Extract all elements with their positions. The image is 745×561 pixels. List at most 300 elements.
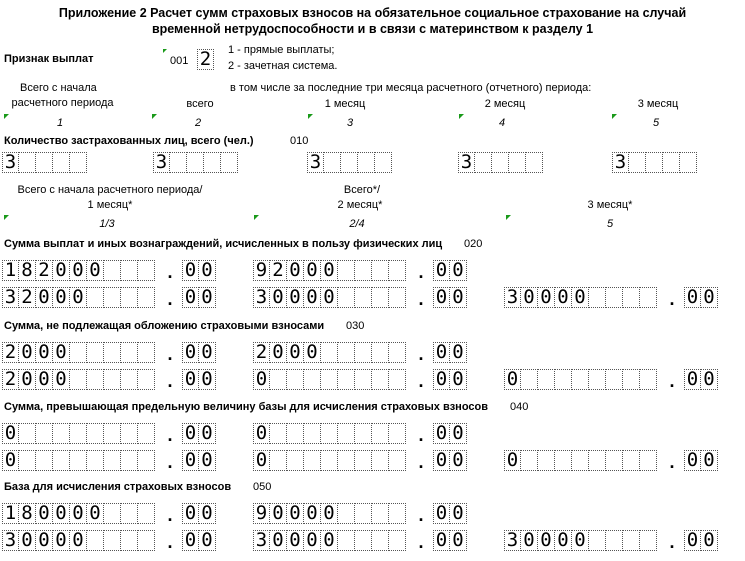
digit-cell[interactable]: 0 xyxy=(287,530,304,551)
amount-decimal-input[interactable] xyxy=(182,450,216,471)
digit-cell[interactable]: 0 xyxy=(2,423,19,444)
digit-cell[interactable] xyxy=(304,423,321,444)
digit-cell[interactable]: 0 xyxy=(182,342,199,363)
digit-cell[interactable] xyxy=(623,530,640,551)
digit-cell[interactable]: 3 xyxy=(458,152,475,173)
digit-cell[interactable]: 0 xyxy=(70,503,87,524)
digit-cell[interactable] xyxy=(70,152,87,173)
digit-cell[interactable]: 0 xyxy=(538,530,555,551)
digit-cell[interactable] xyxy=(372,423,389,444)
digit-cell[interactable] xyxy=(121,450,138,471)
digit-cell[interactable] xyxy=(104,530,121,551)
digit-cell[interactable]: 0 xyxy=(253,369,270,390)
digit-cell[interactable] xyxy=(138,369,155,390)
digit-cell[interactable]: 0 xyxy=(684,369,701,390)
digit-cell[interactable] xyxy=(104,503,121,524)
digit-cell[interactable]: 0 xyxy=(304,530,321,551)
digit-cell[interactable] xyxy=(640,287,657,308)
amount-decimal-input[interactable] xyxy=(684,287,718,308)
digit-cell[interactable] xyxy=(70,423,87,444)
digit-cell[interactable]: 0 xyxy=(270,342,287,363)
digit-cell[interactable] xyxy=(121,342,138,363)
digit-cell[interactable] xyxy=(36,423,53,444)
digit-cell[interactable] xyxy=(372,260,389,281)
digit-cell[interactable] xyxy=(87,342,104,363)
digit-cell[interactable] xyxy=(538,369,555,390)
digit-cell[interactable]: 0 xyxy=(433,503,450,524)
digit-cell[interactable]: 0 xyxy=(433,342,450,363)
digit-cell[interactable] xyxy=(70,342,87,363)
digit-cell[interactable] xyxy=(555,450,572,471)
digit-cell[interactable]: 0 xyxy=(36,530,53,551)
digit-cell[interactable] xyxy=(138,342,155,363)
amount-integer-input[interactable] xyxy=(253,342,406,363)
amount-decimal-input[interactable] xyxy=(433,260,467,281)
amount-integer-input[interactable] xyxy=(504,369,657,390)
digit-cell[interactable]: 0 xyxy=(433,369,450,390)
digit-cell[interactable]: 0 xyxy=(450,369,467,390)
digit-cell[interactable] xyxy=(321,450,338,471)
digit-cell[interactable] xyxy=(338,503,355,524)
digit-cell[interactable] xyxy=(521,369,538,390)
header-month-3: 3 месяц xyxy=(637,98,679,110)
digit-cell[interactable]: 1 xyxy=(2,503,19,524)
digit-cell[interactable]: 0 xyxy=(701,450,718,471)
amount-integer-input[interactable] xyxy=(2,287,155,308)
digit-cell[interactable]: 2 xyxy=(270,260,287,281)
digit-cell[interactable] xyxy=(372,342,389,363)
digit-cell[interactable]: 0 xyxy=(36,503,53,524)
digit-cell[interactable] xyxy=(104,342,121,363)
digit-cell[interactable]: 0 xyxy=(270,503,287,524)
digit-cell[interactable] xyxy=(121,260,138,281)
digit-cell[interactable] xyxy=(389,423,406,444)
digit-cell[interactable] xyxy=(138,503,155,524)
digit-cell[interactable] xyxy=(338,287,355,308)
digit-cell[interactable] xyxy=(492,152,509,173)
digit-cell[interactable]: 0 xyxy=(433,260,450,281)
payment-sign-label: Признак выплат xyxy=(4,53,94,65)
digit-cell[interactable] xyxy=(121,423,138,444)
digit-cell[interactable] xyxy=(170,152,187,173)
digit-cell[interactable] xyxy=(355,342,372,363)
digit-cell[interactable]: 0 xyxy=(521,287,538,308)
digit-cell[interactable] xyxy=(475,152,492,173)
digit-cell[interactable] xyxy=(104,369,121,390)
digit-cell[interactable]: 0 xyxy=(182,423,199,444)
digit-cell[interactable]: 2 xyxy=(2,342,19,363)
amount-decimal-input[interactable] xyxy=(433,423,467,444)
digit-cell[interactable] xyxy=(538,450,555,471)
digit-cell[interactable] xyxy=(138,530,155,551)
digit-cell[interactable] xyxy=(121,369,138,390)
digit-cell[interactable] xyxy=(372,369,389,390)
digit-cell[interactable] xyxy=(589,450,606,471)
digit-cell[interactable] xyxy=(646,152,663,173)
digit-cell[interactable] xyxy=(589,530,606,551)
digit-cell[interactable] xyxy=(304,369,321,390)
digit-cell[interactable] xyxy=(372,450,389,471)
amount-integer-input[interactable] xyxy=(253,450,406,471)
amount-integer-input[interactable] xyxy=(2,260,155,281)
amount-integer-input[interactable] xyxy=(253,260,406,281)
insured-count-input-col4[interactable] xyxy=(458,152,543,173)
digit-cell[interactable]: 0 xyxy=(253,450,270,471)
digit-cell[interactable]: 0 xyxy=(53,260,70,281)
digit-cell[interactable]: 0 xyxy=(321,260,338,281)
amount-decimal-input[interactable] xyxy=(182,342,216,363)
digit-cell[interactable] xyxy=(640,369,657,390)
digit-cell[interactable] xyxy=(87,369,104,390)
digit-cell[interactable]: 0 xyxy=(19,369,36,390)
digit-cell[interactable]: 0 xyxy=(36,369,53,390)
amount-decimal-input[interactable] xyxy=(182,287,216,308)
amount-decimal-input[interactable] xyxy=(182,260,216,281)
amount-decimal-input[interactable] xyxy=(684,369,718,390)
digit-cell[interactable] xyxy=(623,287,640,308)
insured-count-input-col1[interactable] xyxy=(2,152,87,173)
digit-cell[interactable]: 0 xyxy=(701,369,718,390)
digit-cell[interactable] xyxy=(338,260,355,281)
digit-cell[interactable] xyxy=(355,450,372,471)
digit-cell[interactable] xyxy=(640,450,657,471)
digit-cell[interactable] xyxy=(372,503,389,524)
digit-cell[interactable]: 0 xyxy=(701,287,718,308)
digit-cell[interactable] xyxy=(19,423,36,444)
digit-cell[interactable] xyxy=(87,287,104,308)
amount-integer-input[interactable] xyxy=(2,423,155,444)
digit-cell[interactable] xyxy=(338,423,355,444)
digit-cell[interactable] xyxy=(555,369,572,390)
decimal-separator: . xyxy=(167,371,173,391)
digit-cell[interactable]: 0 xyxy=(199,287,216,308)
digit-cell[interactable]: 9 xyxy=(253,503,270,524)
digit-cell[interactable] xyxy=(321,423,338,444)
amount-decimal-input[interactable] xyxy=(433,503,467,524)
digit-cell[interactable] xyxy=(204,152,221,173)
digit-cell[interactable]: 0 xyxy=(555,530,572,551)
insured-count-input-col2[interactable] xyxy=(153,152,238,173)
section-code: 040 xyxy=(510,401,529,413)
digit-cell[interactable]: 0 xyxy=(287,342,304,363)
digit-cell[interactable] xyxy=(19,450,36,471)
digit-cell[interactable] xyxy=(355,287,372,308)
digit-cell[interactable]: 0 xyxy=(433,530,450,551)
digit-cell[interactable] xyxy=(324,152,341,173)
digit-cell[interactable] xyxy=(606,450,623,471)
digit-cell[interactable] xyxy=(389,342,406,363)
digit-cell[interactable] xyxy=(138,423,155,444)
digit-cell[interactable] xyxy=(87,423,104,444)
digit-cell[interactable] xyxy=(389,287,406,308)
amount-integer-input[interactable] xyxy=(504,450,657,471)
digit-cell[interactable] xyxy=(70,369,87,390)
amount-integer-input[interactable] xyxy=(2,503,155,524)
digit-cell[interactable]: 0 xyxy=(304,287,321,308)
digit-cell[interactable]: 0 xyxy=(572,287,589,308)
digit-cell[interactable]: 0 xyxy=(684,287,701,308)
digit-cell[interactable] xyxy=(270,450,287,471)
digit-cell[interactable]: 3 xyxy=(504,530,521,551)
digit-cell[interactable]: 0 xyxy=(199,342,216,363)
digit-cell[interactable]: 0 xyxy=(53,342,70,363)
digit-cell[interactable] xyxy=(338,342,355,363)
digit-cell[interactable] xyxy=(355,530,372,551)
digit-cell[interactable]: 0 xyxy=(182,260,199,281)
digit-cell[interactable] xyxy=(663,152,680,173)
digit-cell[interactable]: 0 xyxy=(19,342,36,363)
digit-cell[interactable] xyxy=(53,450,70,471)
digit-cell[interactable]: 0 xyxy=(19,530,36,551)
digit-cell[interactable]: 0 xyxy=(270,530,287,551)
amount-integer-input[interactable] xyxy=(253,423,406,444)
amount-integer-input[interactable] xyxy=(253,503,406,524)
amount-integer-input[interactable] xyxy=(253,369,406,390)
digit-cell[interactable]: 0 xyxy=(253,423,270,444)
digit-cell[interactable]: 9 xyxy=(253,260,270,281)
amount-integer-input[interactable] xyxy=(2,530,155,551)
digit-cell[interactable]: 0 xyxy=(538,287,555,308)
amount-decimal-input[interactable] xyxy=(433,287,467,308)
digit-cell[interactable] xyxy=(321,342,338,363)
digit-cell[interactable] xyxy=(341,152,358,173)
digit-cell[interactable]: 3 xyxy=(307,152,324,173)
digit-cell[interactable]: 0 xyxy=(684,530,701,551)
digit-cell[interactable] xyxy=(623,450,640,471)
digit-cell[interactable]: 0 xyxy=(450,423,467,444)
digit-cell[interactable] xyxy=(355,260,372,281)
payment-sign-digit[interactable]: 2 xyxy=(197,49,214,70)
decimal-separator: . xyxy=(167,425,173,445)
digit-cell[interactable]: 0 xyxy=(304,342,321,363)
digit-cell[interactable]: 0 xyxy=(287,287,304,308)
digit-cell[interactable] xyxy=(372,287,389,308)
digit-cell[interactable]: 0 xyxy=(304,503,321,524)
digit-cell[interactable] xyxy=(36,152,53,173)
digit-cell[interactable]: 0 xyxy=(321,287,338,308)
digit-cell[interactable] xyxy=(572,369,589,390)
digit-cell[interactable]: 0 xyxy=(199,423,216,444)
digit-cell[interactable] xyxy=(104,450,121,471)
digit-cell[interactable]: 0 xyxy=(199,369,216,390)
digit-cell[interactable]: 0 xyxy=(450,450,467,471)
digit-cell[interactable] xyxy=(70,450,87,471)
digit-cell[interactable]: 3 xyxy=(504,287,521,308)
digit-cell[interactable] xyxy=(104,260,121,281)
digit-cell[interactable]: 0 xyxy=(199,503,216,524)
digit-cell[interactable] xyxy=(121,530,138,551)
amount-decimal-input[interactable] xyxy=(684,530,718,551)
amount-decimal-input[interactable] xyxy=(182,530,216,551)
digit-cell[interactable] xyxy=(589,369,606,390)
insured-count-input-col5[interactable] xyxy=(612,152,697,173)
digit-cell[interactable] xyxy=(19,152,36,173)
digit-cell[interactable]: 3 xyxy=(253,530,270,551)
digit-cell[interactable] xyxy=(623,369,640,390)
amount-integer-input[interactable] xyxy=(253,530,406,551)
digit-cell[interactable] xyxy=(321,369,338,390)
digit-cell[interactable] xyxy=(287,369,304,390)
digit-cell[interactable]: 0 xyxy=(450,342,467,363)
decimal-separator: . xyxy=(418,505,424,525)
digit-cell[interactable]: 0 xyxy=(199,450,216,471)
digit-cell[interactable] xyxy=(138,287,155,308)
digit-cell[interactable]: 0 xyxy=(684,450,701,471)
digit-cell[interactable] xyxy=(355,503,372,524)
digit-cell[interactable]: 3 xyxy=(153,152,170,173)
amount-decimal-input[interactable] xyxy=(182,369,216,390)
digit-cell[interactable]: 0 xyxy=(182,450,199,471)
amount-decimal-input[interactable] xyxy=(433,450,467,471)
digit-cell[interactable] xyxy=(355,423,372,444)
digit-cell[interactable]: 0 xyxy=(70,530,87,551)
digit-cell[interactable] xyxy=(304,450,321,471)
digit-cell[interactable] xyxy=(389,503,406,524)
digit-cell[interactable]: 0 xyxy=(53,503,70,524)
digit-cell[interactable]: 1 xyxy=(2,260,19,281)
digit-cell[interactable]: 2 xyxy=(19,287,36,308)
amount-integer-input[interactable] xyxy=(504,287,657,308)
digit-cell[interactable] xyxy=(372,530,389,551)
amount-decimal-input[interactable] xyxy=(684,450,718,471)
digit-cell[interactable] xyxy=(270,423,287,444)
digit-cell[interactable]: 0 xyxy=(53,369,70,390)
digit-cell[interactable] xyxy=(187,152,204,173)
digit-cell[interactable] xyxy=(589,287,606,308)
digit-cell[interactable] xyxy=(138,260,155,281)
digit-cell[interactable] xyxy=(509,152,526,173)
digit-cell[interactable]: 0 xyxy=(70,260,87,281)
digit-cell[interactable]: 0 xyxy=(572,530,589,551)
digit-cell[interactable] xyxy=(338,530,355,551)
digit-cell[interactable]: 0 xyxy=(2,450,19,471)
digit-cell[interactable]: 0 xyxy=(270,287,287,308)
digit-cell[interactable] xyxy=(355,369,372,390)
digit-cell[interactable] xyxy=(104,423,121,444)
digit-cell[interactable] xyxy=(526,152,543,173)
digit-cell[interactable]: 2 xyxy=(36,260,53,281)
digit-cell[interactable] xyxy=(53,423,70,444)
digit-cell[interactable]: 0 xyxy=(182,503,199,524)
digit-cell[interactable]: 0 xyxy=(87,503,104,524)
digit-cell[interactable] xyxy=(389,450,406,471)
digit-cell[interactable]: 0 xyxy=(504,369,521,390)
digit-cell[interactable] xyxy=(521,450,538,471)
digit-cell[interactable] xyxy=(389,369,406,390)
digit-cell[interactable] xyxy=(104,287,121,308)
digit-cell[interactable]: 0 xyxy=(321,503,338,524)
digit-cell[interactable] xyxy=(606,287,623,308)
digit-cell[interactable]: 2 xyxy=(253,342,270,363)
digit-cell[interactable]: 0 xyxy=(450,503,467,524)
digit-cell[interactable] xyxy=(338,369,355,390)
payment-sign-input[interactable] xyxy=(197,49,214,70)
digit-cell[interactable] xyxy=(389,260,406,281)
amount-integer-input[interactable] xyxy=(504,530,657,551)
payment-sign-code: 001 xyxy=(170,55,189,67)
digit-cell[interactable] xyxy=(287,450,304,471)
insured-count-input-col3[interactable] xyxy=(307,152,392,173)
amount-decimal-input[interactable] xyxy=(433,342,467,363)
digit-cell[interactable] xyxy=(87,530,104,551)
digit-cell[interactable]: 0 xyxy=(87,260,104,281)
digit-cell[interactable] xyxy=(270,369,287,390)
digit-cell[interactable] xyxy=(36,450,53,471)
amount-decimal-input[interactable] xyxy=(182,503,216,524)
amount-integer-input[interactable] xyxy=(253,287,406,308)
digit-cell[interactable]: 0 xyxy=(450,260,467,281)
digit-cell[interactable] xyxy=(629,152,646,173)
digit-cell[interactable] xyxy=(572,450,589,471)
amount-integer-input[interactable] xyxy=(2,342,155,363)
digit-cell[interactable]: 0 xyxy=(521,530,538,551)
digit-cell[interactable]: 0 xyxy=(53,287,70,308)
digit-cell[interactable]: 0 xyxy=(287,260,304,281)
digit-cell[interactable]: 0 xyxy=(555,287,572,308)
digit-cell[interactable]: 0 xyxy=(182,530,199,551)
digit-cell[interactable]: 0 xyxy=(182,369,199,390)
amount-decimal-input[interactable] xyxy=(433,369,467,390)
digit-cell[interactable] xyxy=(338,450,355,471)
digit-cell[interactable]: 3 xyxy=(253,287,270,308)
digit-cell[interactable]: 0 xyxy=(199,260,216,281)
digit-cell[interactable]: 0 xyxy=(182,287,199,308)
digit-cell[interactable] xyxy=(606,530,623,551)
digit-cell[interactable]: 0 xyxy=(304,260,321,281)
digit-cell[interactable] xyxy=(680,152,697,173)
digit-cell[interactable]: 0 xyxy=(36,342,53,363)
digit-cell[interactable] xyxy=(138,450,155,471)
digit-cell[interactable]: 0 xyxy=(433,423,450,444)
digit-cell[interactable]: 2 xyxy=(2,369,19,390)
digit-cell[interactable] xyxy=(606,369,623,390)
digit-cell[interactable]: 0 xyxy=(53,530,70,551)
digit-cell[interactable]: 0 xyxy=(433,450,450,471)
digit-cell[interactable] xyxy=(53,152,70,173)
decimal-separator: . xyxy=(418,452,424,472)
digit-cell[interactable]: 0 xyxy=(199,530,216,551)
digit-cell[interactable]: 3 xyxy=(612,152,629,173)
digit-cell[interactable]: 0 xyxy=(433,287,450,308)
digit-cell[interactable]: 0 xyxy=(287,503,304,524)
digit-cell[interactable]: 0 xyxy=(450,530,467,551)
digit-cell[interactable] xyxy=(221,152,238,173)
digit-cell[interactable] xyxy=(640,530,657,551)
digit-cell[interactable]: 3 xyxy=(2,530,19,551)
amount-decimal-input[interactable] xyxy=(433,530,467,551)
digit-cell[interactable]: 0 xyxy=(36,287,53,308)
digit-cell[interactable]: 3 xyxy=(2,152,19,173)
amount-decimal-input[interactable] xyxy=(182,423,216,444)
digit-cell[interactable] xyxy=(358,152,375,173)
digit-cell[interactable] xyxy=(121,287,138,308)
amount-integer-input[interactable] xyxy=(2,369,155,390)
digit-cell[interactable]: 8 xyxy=(19,503,36,524)
digit-cell[interactable] xyxy=(87,450,104,471)
digit-cell[interactable] xyxy=(287,423,304,444)
digit-cell[interactable]: 0 xyxy=(321,530,338,551)
digit-cell[interactable] xyxy=(121,503,138,524)
digit-cell[interactable]: 0 xyxy=(504,450,521,471)
digit-cell[interactable]: 0 xyxy=(701,530,718,551)
amount-integer-input[interactable] xyxy=(2,450,155,471)
digit-cell[interactable]: 0 xyxy=(70,287,87,308)
digit-cell[interactable]: 0 xyxy=(450,287,467,308)
digit-cell[interactable] xyxy=(375,152,392,173)
digit-cell[interactable]: 8 xyxy=(19,260,36,281)
digit-cell[interactable]: 3 xyxy=(2,287,19,308)
digit-cell[interactable] xyxy=(389,530,406,551)
